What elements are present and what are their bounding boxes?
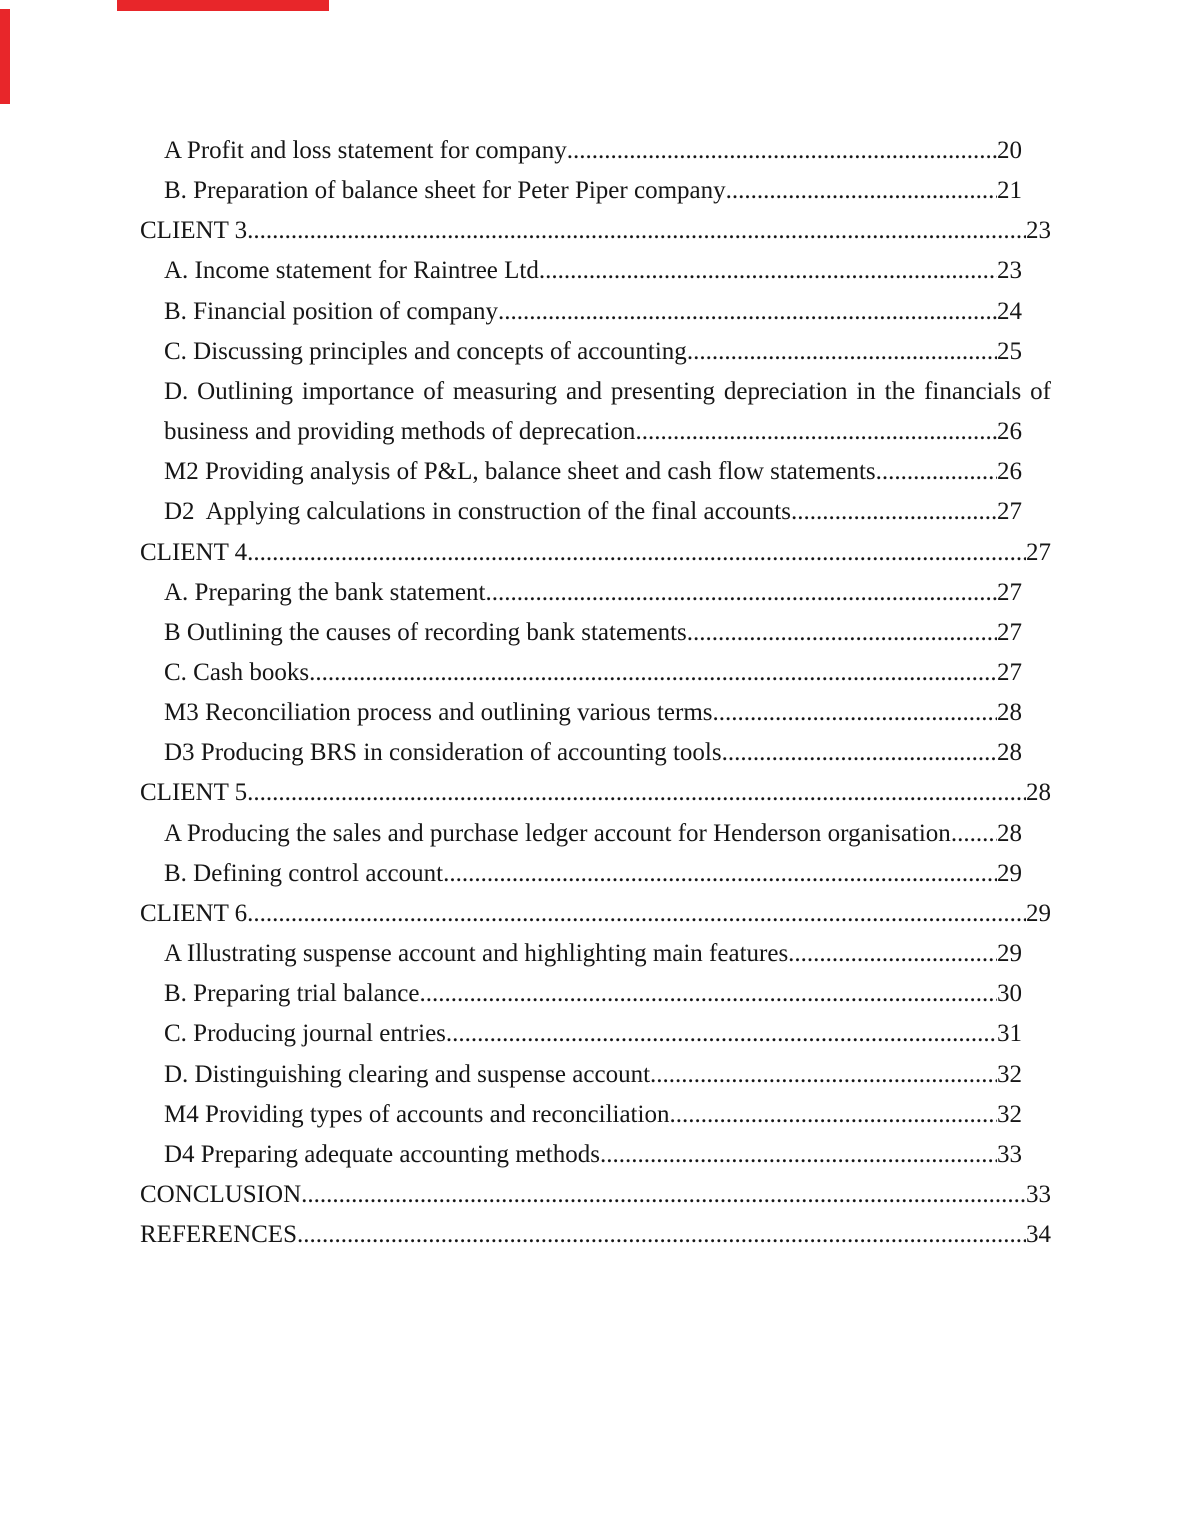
toc-page-number: 32 — [997, 1060, 1022, 1088]
toc-leader-dots — [635, 412, 997, 452]
toc-entry-text: D2 Applying calculations in construction of the final accounts — [164, 498, 791, 526]
toc-entry[interactable] — [164, 693, 1051, 733]
toc-leader-dots — [788, 934, 997, 974]
toc-entry-text: REFERENCES — [140, 1221, 297, 1249]
toc-entry[interactable] — [140, 533, 1051, 573]
toc-entry-text: D. Outlining importance of measuring and presenting depreciation in the financials of — [164, 377, 1051, 405]
toc-page-number: 29 — [997, 940, 1022, 968]
toc-entry[interactable] — [164, 1095, 1051, 1135]
toc-entry-text: CLIENT 6 — [140, 899, 248, 927]
toc-entry-text: business and providing methods of deprecation — [164, 418, 636, 446]
toc-entry-text: M4 Providing types of accounts and reconciliation — [164, 1100, 670, 1128]
toc-leader-dots — [876, 452, 997, 492]
toc-entry[interactable] — [164, 653, 1051, 693]
toc-leader-dots — [419, 974, 997, 1014]
toc-leader-dots — [247, 533, 1026, 573]
toc-page-number: 33 — [997, 1140, 1022, 1168]
toc-entry[interactable] — [164, 573, 1051, 613]
toc-leader-dots — [443, 854, 997, 894]
toc-entry[interactable] — [140, 211, 1051, 251]
toc-page-number: 30 — [997, 980, 1022, 1008]
toc-entry[interactable] — [164, 613, 1051, 653]
toc-entry-text: C. Discussing principles and concepts of accounting — [164, 337, 687, 365]
toc-page-number: 24 — [997, 297, 1022, 325]
toc-entry[interactable] — [164, 934, 1051, 974]
toc-entry-text: B Outlining the causes of recording bank statements — [164, 618, 687, 646]
toc-leader-dots — [498, 292, 997, 332]
toc-page-number: 32 — [997, 1100, 1022, 1128]
toc-entry-text: A. Income statement for Raintree Ltd — [164, 257, 539, 285]
toc-entry[interactable] — [164, 251, 1051, 291]
toc-entry-text: M3 Reconciliation process and outlining various terms — [164, 699, 713, 727]
toc-page-number: 29 — [1026, 899, 1051, 927]
toc-entry-text: D. Distinguishing clearing and suspense account — [164, 1060, 651, 1088]
toc-page-number: 28 — [997, 699, 1022, 727]
toc-page-number: 28 — [1026, 779, 1051, 807]
toc-leader-dots — [726, 171, 997, 211]
toc-leader-dots — [567, 131, 997, 171]
toc-page-number: 23 — [1026, 217, 1051, 245]
toc-entry-text: A Producing the sales and purchase ledger account for Henderson organisation — [164, 819, 951, 847]
toc-page-number: 31 — [997, 1020, 1022, 1048]
toc-entry-text: D3 Producing BRS in consideration of accounting tools — [164, 739, 722, 767]
toc-leader-dots — [600, 1135, 997, 1175]
red-crop-mark-vertical — [0, 9, 10, 104]
toc-page-number: 21 — [997, 177, 1022, 205]
toc-page-number: 34 — [1026, 1221, 1051, 1249]
toc-entry[interactable] — [164, 814, 1051, 854]
toc-entry-text: B. Financial position of company — [164, 297, 498, 325]
red-crop-mark-horizontal — [117, 0, 329, 11]
toc-leader-dots — [297, 1215, 1026, 1255]
toc-entry[interactable] — [140, 1175, 1051, 1215]
toc-entry-text: B. Preparation of balance sheet for Peter Piper company — [164, 177, 726, 205]
toc-entry[interactable] — [164, 1135, 1051, 1175]
toc-leader-dots — [791, 492, 997, 532]
toc-leader-dots — [687, 613, 997, 653]
toc-entry[interactable] — [164, 412, 1051, 452]
toc-entry-text: B. Preparing trial balance — [164, 980, 420, 1008]
toc-page-number: 33 — [1026, 1181, 1051, 1209]
toc-leader-dots — [687, 332, 997, 372]
toc-entry-text: M2 Providing analysis of P&L, balance sheet and cash flow statements — [164, 458, 876, 486]
toc-entry[interactable] — [140, 773, 1051, 813]
toc-entry[interactable] — [164, 292, 1051, 332]
toc-page-number: 20 — [997, 137, 1022, 164]
toc-entry-text: A. Preparing the bank statement — [164, 578, 486, 606]
toc-entry[interactable] — [140, 1215, 1051, 1255]
toc-entry[interactable] — [140, 894, 1051, 934]
toc-leader-dots — [722, 733, 997, 773]
toc-leader-dots — [539, 251, 997, 291]
toc-entry-text: CLIENT 5 — [140, 779, 248, 807]
toc-page-number: 27 — [997, 498, 1022, 526]
toc-entry[interactable] — [164, 131, 1051, 171]
toc-entry-text: CLIENT 3 — [140, 217, 248, 245]
toc-entry-text: CONCLUSION — [140, 1181, 302, 1209]
toc-leader-dots — [485, 573, 997, 613]
toc-leader-dots — [446, 1014, 997, 1054]
toc-page-number: 28 — [997, 819, 1022, 847]
toc-leader-dots — [301, 1175, 1026, 1215]
toc-leader-dots — [247, 894, 1026, 934]
toc-entry-text: D4 Preparing adequate accounting methods — [164, 1140, 600, 1168]
toc-entry[interactable] — [164, 854, 1051, 894]
toc-leader-dots — [669, 1095, 997, 1135]
toc-page-number: 26 — [997, 418, 1022, 446]
toc-entry[interactable] — [164, 332, 1051, 372]
toc-page-number: 27 — [997, 618, 1022, 646]
toc-entry-text: A Profit and loss statement for company — [164, 137, 567, 164]
toc-entry[interactable] — [164, 1055, 1051, 1095]
toc-entry[interactable] — [164, 372, 1051, 412]
toc-entry[interactable] — [164, 733, 1051, 773]
toc-page-number: 27 — [997, 659, 1022, 687]
toc-page-number: 27 — [1026, 538, 1051, 566]
toc-entry-text: B. Defining control account — [164, 859, 444, 887]
toc-entry-text: C. Producing journal entries — [164, 1020, 446, 1048]
toc-page-number: 27 — [997, 578, 1022, 606]
toc-leader-dots — [951, 814, 997, 854]
toc-entry[interactable] — [164, 171, 1051, 211]
toc-page-number: 25 — [997, 337, 1022, 365]
table-of-contents — [140, 131, 1051, 1255]
toc-page-number: 23 — [997, 257, 1022, 285]
toc-entry-text: CLIENT 4 — [140, 538, 248, 566]
toc-page-number: 29 — [997, 859, 1022, 887]
toc-entry-text: A Illustrating suspense account and highlighting main features — [164, 940, 789, 968]
toc-entry-text: C. Cash books — [164, 659, 310, 687]
toc-leader-dots — [713, 693, 997, 733]
toc-leader-dots — [650, 1055, 997, 1095]
toc-entry[interactable] — [164, 1014, 1051, 1054]
toc-entry[interactable] — [164, 452, 1051, 492]
toc-entry[interactable] — [164, 974, 1051, 1014]
toc-page-number: 26 — [997, 458, 1022, 486]
toc-leader-dots — [247, 211, 1026, 251]
toc-leader-dots — [247, 773, 1026, 813]
toc-page-number: 28 — [997, 739, 1022, 767]
toc-leader-dots — [309, 653, 997, 693]
toc-entry[interactable] — [164, 492, 1051, 532]
